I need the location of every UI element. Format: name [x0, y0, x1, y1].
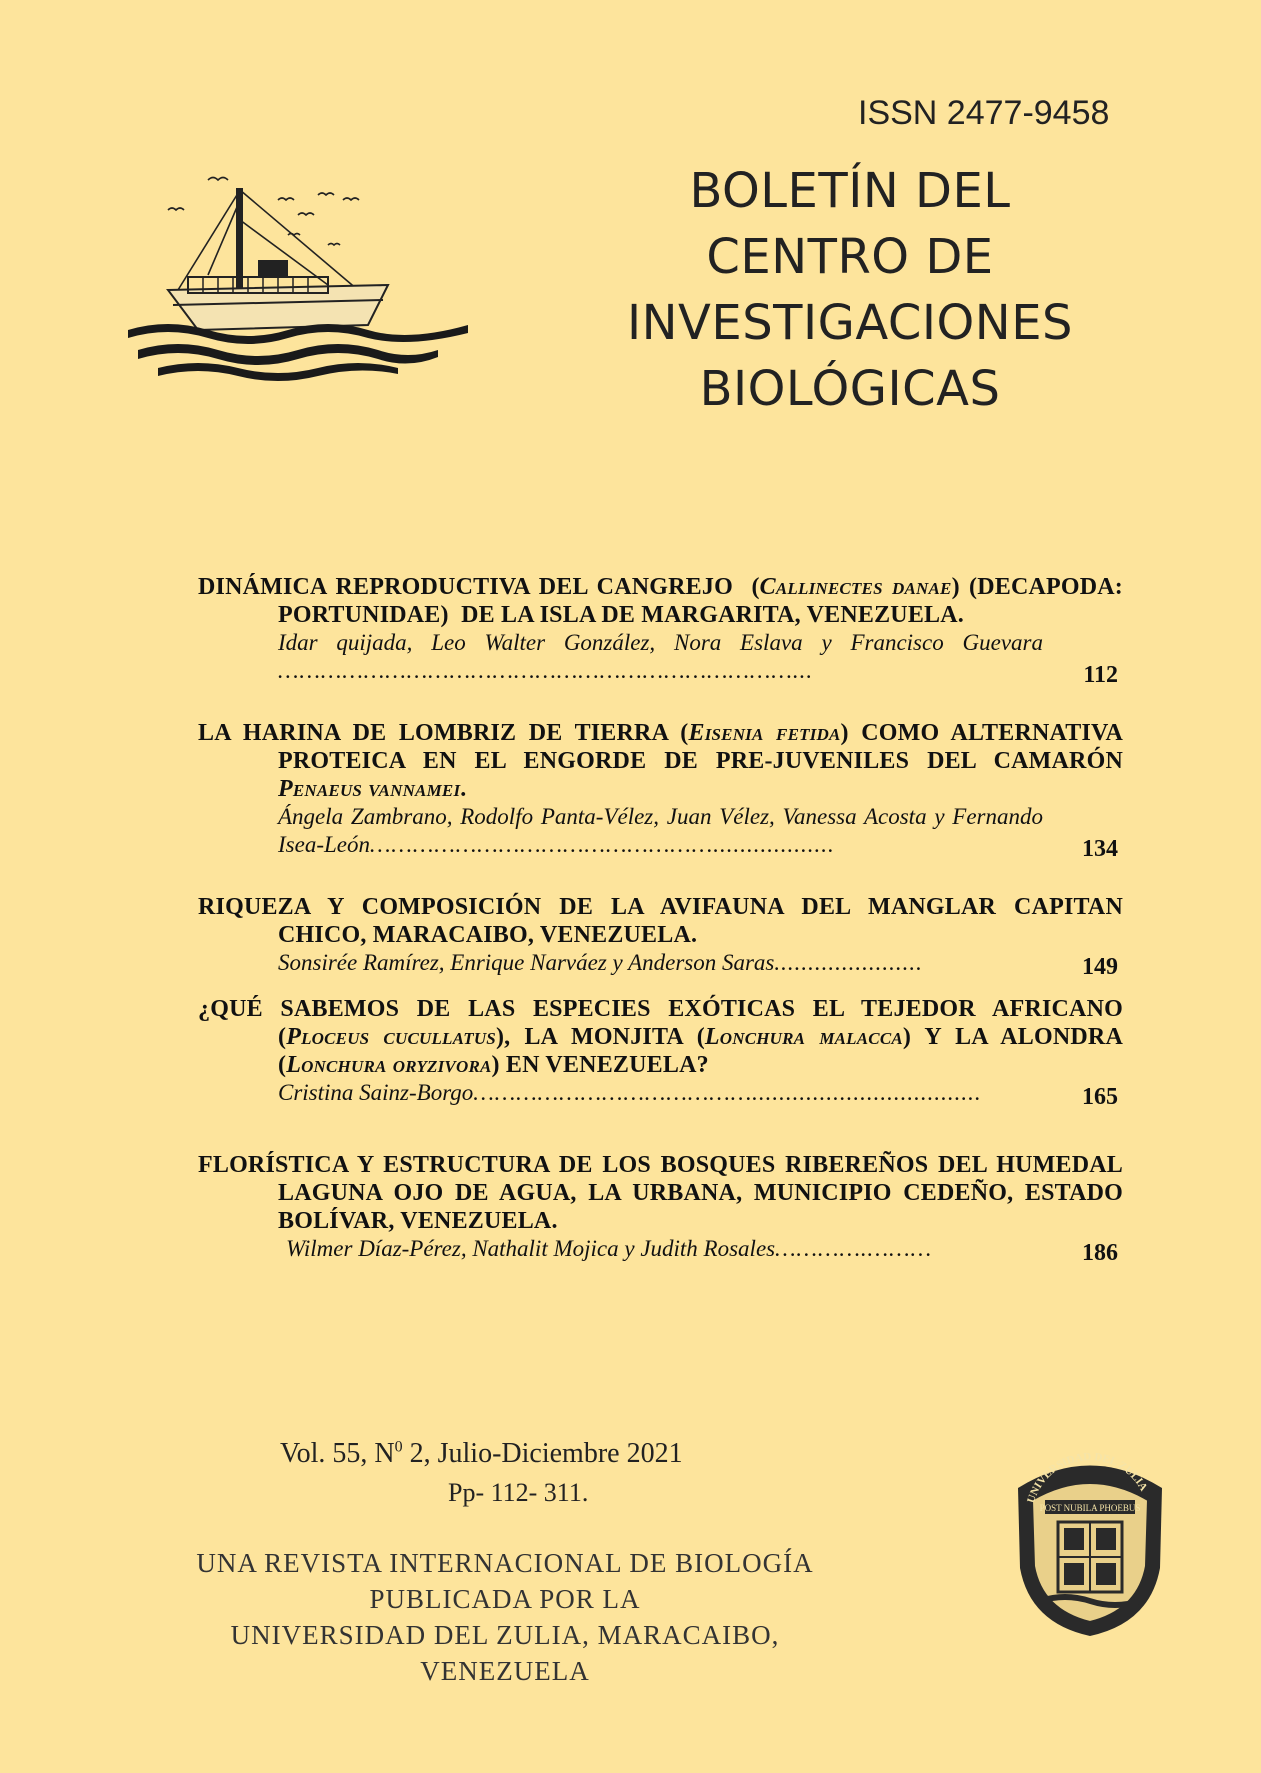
page-number: 149 — [1082, 954, 1118, 980]
issn-number: ISSN 2477-9458 — [858, 94, 1110, 132]
dot-leader: ...................... — [774, 950, 923, 975]
page-range: Pp- 112- 311. — [448, 1478, 589, 1507]
journal-title-line: INVESTIGACIONES — [626, 295, 1073, 351]
journal-title-line: BOLETÍN DEL — [689, 163, 1011, 219]
page-number: 112 — [1083, 662, 1118, 688]
publisher-line: UNIVERSIDAD DEL ZULIA, MARACAIBO, VENEZUELA — [230, 1620, 780, 1686]
ship-icon — [128, 160, 478, 390]
page-number: 134 — [1082, 836, 1118, 862]
dot-leader: ………………………………………………………………... — [278, 658, 814, 683]
article-title[interactable]: RIQUEZA Y COMPOSICIÓN DE LA AVIFAUNA DEL MANGLAR CAPITAN CHICO, MARACAIBO, VENEZUELA. — [198, 894, 1123, 948]
toc-entry[interactable] — [198, 1151, 1123, 1266]
dot-leader: ………………………………….................................. — [473, 1080, 982, 1105]
publisher-statement — [150, 1545, 860, 1689]
table-of-contents — [198, 573, 1123, 1266]
svg-text:UNIVERSIDAD DEL ZULIA: UNIVERSIDAD DEL ZULIA — [1025, 1450, 1150, 1505]
article-title[interactable]: FLORÍSTICA Y ESTRUCTURA DE LOS BOSQUES RIBEREÑOS DEL HUMEDAL LAGUNA OJO DE AGUA, LA URBANA, MUNICIPIO CEDEÑO, ESTADO BOLÍVAR, VENEZUELA. — [198, 1152, 1123, 1234]
publisher-line: PUBLICADA POR LA — [369, 1584, 641, 1614]
university-seal-icon — [1010, 1448, 1170, 1638]
article-title[interactable]: LA HARINA DE LOMBRIZ DE TIERRA (Eisenia fetida) COMO ALTERNATIVA PROTEICA EN EL ENGORDE DE PRE-JUVENILES DEL CAMARÓN Penaeus vannamei. — [198, 720, 1123, 802]
publisher-line: UNA REVISTA INTERNACIONAL DE BIOLOGÍA — [196, 1548, 814, 1578]
dot-leader: ………………………………………….................. — [369, 832, 835, 857]
page-number: 186 — [1082, 1240, 1118, 1266]
article-title[interactable]: ¿QUÉ SABEMOS DE LAS ESPECIES EXÓTICAS EL TEJEDOR AFRICANO (Ploceus cucullatus), LA MONJITA (Lonchura malacca) Y LA ALONDRA (Lonchura oryzivora) EN VENEZUELA? — [198, 996, 1123, 1078]
volume-info: Vol. 55, $N^0$ 2, Julio-Diciembre 2021 — [280, 1438, 683, 1469]
svg-text:POST NUBILA PHOEBUS: POST NUBILA PHOEBUS — [1039, 1503, 1141, 1513]
toc-entry[interactable] — [198, 573, 1123, 688]
journal-title-line: BIOLÓGICAS — [699, 361, 1001, 417]
article-authors: Idar quijada, Leo Walter González, Nora Eslava y Francisco Guevara ………………………………………………………………... — [278, 630, 1043, 683]
article-title[interactable]: DINÁMICA REPRODUCTIVA DEL CANGREJO (Callinectes danae) (DECAPODA: PORTUNIDAE) DE LA ISLA DE MARGARITA, VENEZUELA. — [198, 574, 1123, 628]
article-authors: Ángela Zambrano, Rodolfo Panta-Vélez, Juan Vélez, Vanessa Acosta y Fernando Isea-León………………………………………….................. — [278, 804, 1043, 857]
toc-entry[interactable] — [198, 719, 1123, 862]
article-authors: Wilmer Díaz-Pérez, Nathalit Mojica y Judith Rosales………….……… — [286, 1236, 933, 1261]
toc-entry[interactable] — [198, 893, 1123, 980]
page-number: 165 — [1082, 1084, 1118, 1110]
journal-title — [590, 158, 1110, 422]
journal-title-line: CENTRO DE — [706, 229, 994, 285]
dot-leader: ………….……… — [775, 1236, 933, 1261]
toc-entry[interactable] — [198, 995, 1123, 1110]
article-authors: Sonsirée Ramírez, Enrique Narváez y Anderson Saras...................... — [278, 950, 923, 975]
article-authors: Cristina Sainz-Borgo………………………………….................................. — [278, 1080, 982, 1105]
